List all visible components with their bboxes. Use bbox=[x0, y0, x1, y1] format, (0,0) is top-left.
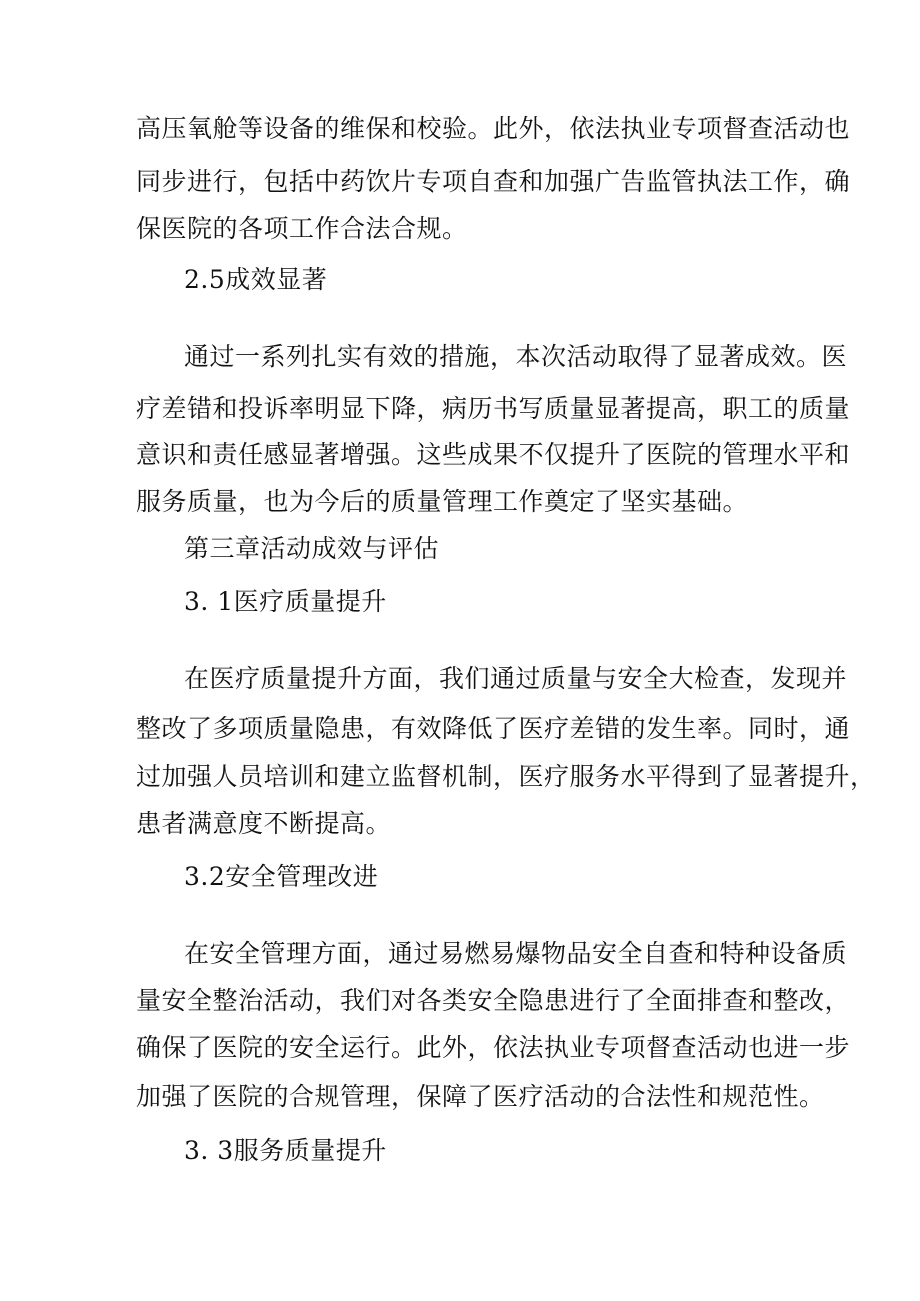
paragraph-line: 服务质量，也为今后的质量管理工作奠定了坚实基础。 bbox=[136, 487, 749, 516]
paragraph-line: 同步进行，包括中药饮片专项自查和加强广告监管执法工作，确 bbox=[136, 167, 851, 196]
paragraph-line: 量安全整治活动，我们对各类安全隐患进行了全面排查和整改， bbox=[136, 986, 851, 1015]
section-heading-3-1: 3. 1医疗质量提升 bbox=[184, 587, 387, 616]
paragraph-line: 患者满意度不断提高。 bbox=[136, 809, 392, 838]
section-heading-3-2: 3.2安全管理改进 bbox=[184, 862, 379, 891]
paragraph-line: 保医院的各项工作合法合规。 bbox=[136, 214, 468, 243]
paragraph-line: 过加强人员培训和建立监督机制，医疗服务水平得到了显著提升， bbox=[136, 762, 876, 791]
section-heading-3-3: 3. 3服务质量提升 bbox=[184, 1136, 387, 1165]
paragraph-line: 在安全管理方面，通过易燃易爆物品安全自查和特种设备质 bbox=[184, 939, 848, 968]
paragraph-line: 高压氧舱等设备的维保和校验。此外，依法执业专项督查活动也 bbox=[136, 114, 851, 143]
paragraph-line: 通过一系列扎实有效的措施，本次活动取得了显著成效。医 bbox=[184, 342, 848, 371]
section-heading-2-5: 2.5成效显著 bbox=[184, 265, 328, 294]
paragraph-line: 确保了医院的安全运行。此外，依法执业专项督查活动也进一步 bbox=[136, 1033, 851, 1062]
chapter-title: 第三章活动成效与评估 bbox=[184, 534, 440, 563]
paragraph-line: 意识和责任感显著增强。这些成果不仅提升了医院的管理水平和 bbox=[136, 440, 851, 469]
paragraph-line: 在医疗质量提升方面，我们通过质量与安全大检查，发现并 bbox=[184, 664, 848, 693]
paragraph-line: 加强了医院的合规管理，保障了医疗活动的合法性和规范性。 bbox=[136, 1082, 825, 1111]
paragraph-line: 疗差错和投诉率明显下降，病历书写质量显著提高，职工的质量 bbox=[136, 394, 851, 423]
paragraph-line: 整改了多项质量隐患，有效降低了医疗差错的发生率。同时，通 bbox=[136, 714, 851, 743]
